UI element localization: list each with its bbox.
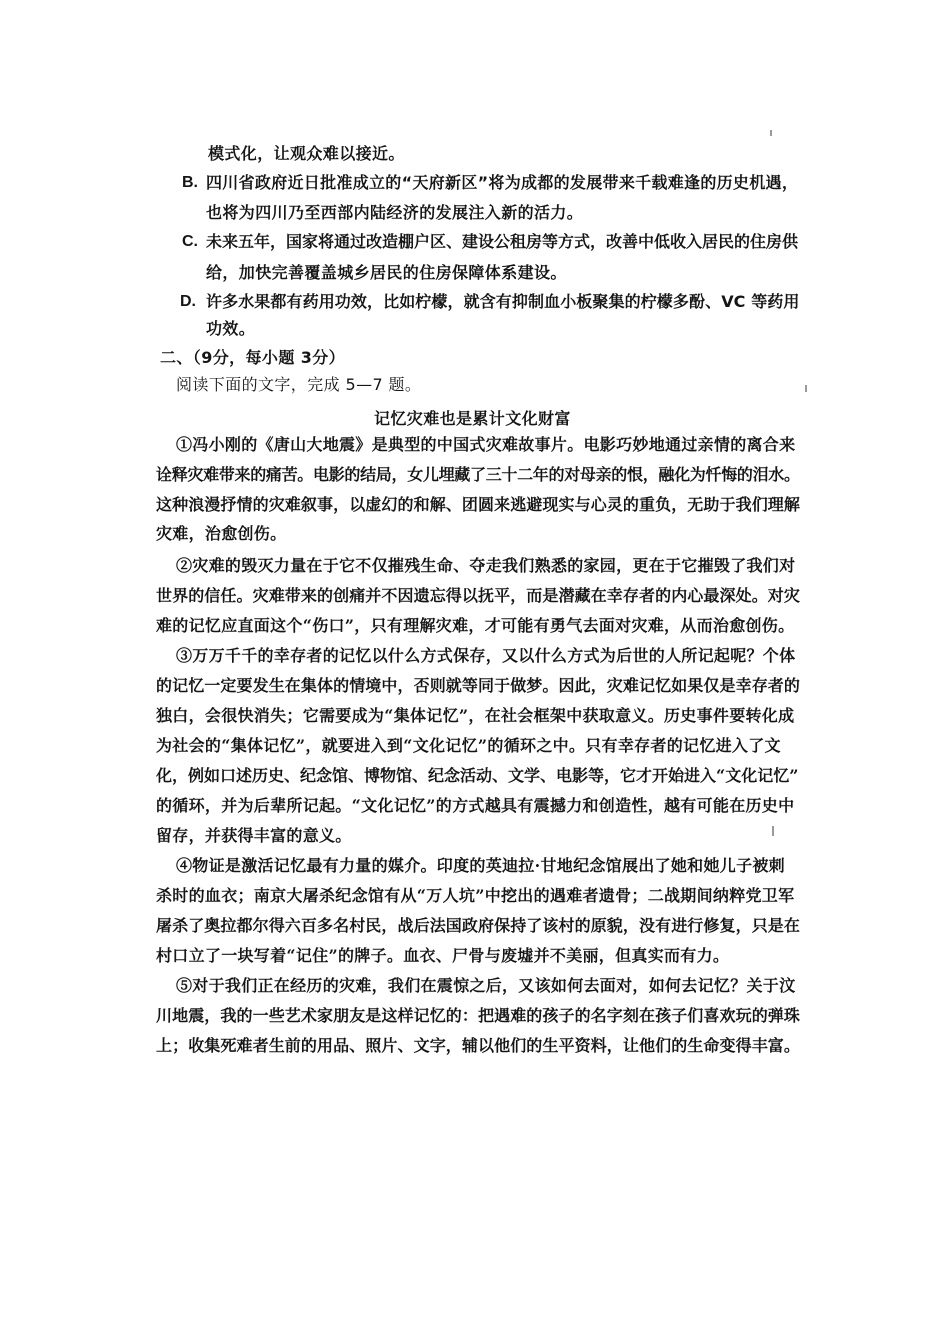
paragraph-3-line: 留存，并获得丰富的意义。 xyxy=(156,826,352,845)
paragraph-2-line: 难的记忆应直面这个“伤口”，只有理解灾难，才可能有勇气去面对灾难，从而治愈创伤。 xyxy=(156,616,795,635)
paragraph-1-line: 这种浪漫抒情的灾难叙事，以虚幻的和解、团圆来逃避现实与心灵的重负，无助于我们理解 xyxy=(156,495,801,514)
paragraph-3-line: 化，例如口述历史、纪念馆、博物馆、纪念活动、文学、电影等，它才开始进入“文化记忆” xyxy=(156,766,799,785)
option-c-letter: C. xyxy=(182,233,198,250)
paragraph-3-line: ③万万千千的幸存者的记忆以什么方式保存，又以什么方式为后世的人所记起呢？个体 xyxy=(176,646,796,665)
option-d-letter: D. xyxy=(180,293,196,310)
paragraph-2-line: ②灾难的毁灭力量在于它不仅摧残生命、夺走我们熟悉的家园，更在于它摧毁了我们对 xyxy=(176,556,796,575)
paragraph-1-line: 诠释灾难带来的痛苦。电影的结局，女儿埋藏了三十二年的对母亲的恨，融化为忏悔的泪水。 xyxy=(156,465,800,484)
paragraph-3-line: 独白，会很快消失；它需要成为“集体记忆”，在社会框架中获取意义。历史事件要转化成 xyxy=(156,706,795,725)
paragraph-2-line: 世界的信任。灾难带来的创痛并不因遗忘得以抚平，而是潜藏在幸存者的内心最深处。对灾 xyxy=(156,586,801,605)
paragraph-3-line: 的记忆一定要发生在集体的情境中，否则就等同于做梦。因此，灾难记忆如果仅是幸存者的 xyxy=(156,676,801,695)
paragraph-5-line: 川地震，我的一些艺术家朋友是这样记忆的：把遇难的孩子的名字刻在孩子们喜欢玩的弹珠 xyxy=(156,1006,801,1025)
paragraph-3-line: 为社会的“集体记忆”，就要进入到“文化记忆”的循环之中。只有幸存者的记忆进入了文 xyxy=(156,736,781,755)
option-b-line2: 也将为四川乃至西部内陆经济的发展注入新的活力。 xyxy=(206,203,584,222)
option-c-line1: 未来五年，国家将通过改造棚户区、建设公租房等方式，改善中低收入居民的住房供 xyxy=(206,232,799,251)
section-instruction: 阅读下面的文字，完成 5—7 题。 xyxy=(176,375,422,394)
option-c-line2: 给，加快完善覆盖城乡居民的住房保障体系建设。 xyxy=(206,263,567,282)
option-a-tail: 模式化，让观众难以接近。 xyxy=(208,144,405,163)
paragraph-1-line: ①冯小刚的《唐山大地震》是典型的中国式灾难故事片。电影巧妙地通过亲情的离合来 xyxy=(176,435,796,454)
article-title: 记忆灾难也是累计文化财富 xyxy=(374,409,571,428)
paragraph-5-line: 上；收集死难者生前的用品、照片、文字，辅以他们的生平资料，让他们的生命变得丰富。 xyxy=(156,1036,801,1055)
paragraph-4-line: ④物证是激活记忆最有力量的媒介。印度的英迪拉·甘地纪念馆展出了她和她儿子被刺 xyxy=(176,856,785,875)
option-d-line1: 许多水果都有药用功效，比如柠檬，就含有抑制血小板聚集的柠檬多酚、VC 等药用 xyxy=(206,292,800,311)
option-b-letter: B. xyxy=(182,174,198,191)
option-d-line2: 功效。 xyxy=(206,319,256,338)
paragraph-4-line: 村口立了一块写着“记住”的牌子。血衣、尸骨与废墟并不美丽，但真实而有力。 xyxy=(156,946,730,965)
paragraph-3-line: 的循环，并为后辈所记起。“文化记忆”的方式越具有震撼力和创造性，越有可能在历史中 xyxy=(156,796,795,815)
option-b-line1: 四川省政府近日批准成立的“天府新区”将为成都的发展带来千载难逢的历史机遇， xyxy=(206,173,799,192)
paragraph-4-line: 杀时的血衣；南京大屠杀纪念馆有从“万人坑”中挖出的遇难者遗骨；二战期间纳粹党卫军 xyxy=(156,886,795,905)
paragraph-4-line: 屠杀了奥拉都尔得六百多名村民，战后法国政府保持了该村的原貌，没有进行修复，只是在 xyxy=(156,916,801,935)
paragraph-5-line: ⑤对于我们正在经历的灾难，我们在震惊之后，又该如何去面对，如何去记忆？关于汶 xyxy=(176,976,796,995)
paragraph-1-line: 灾难，治愈创伤。 xyxy=(156,524,287,543)
section-heading: 二、（9分，每小题 3分） xyxy=(160,348,346,367)
